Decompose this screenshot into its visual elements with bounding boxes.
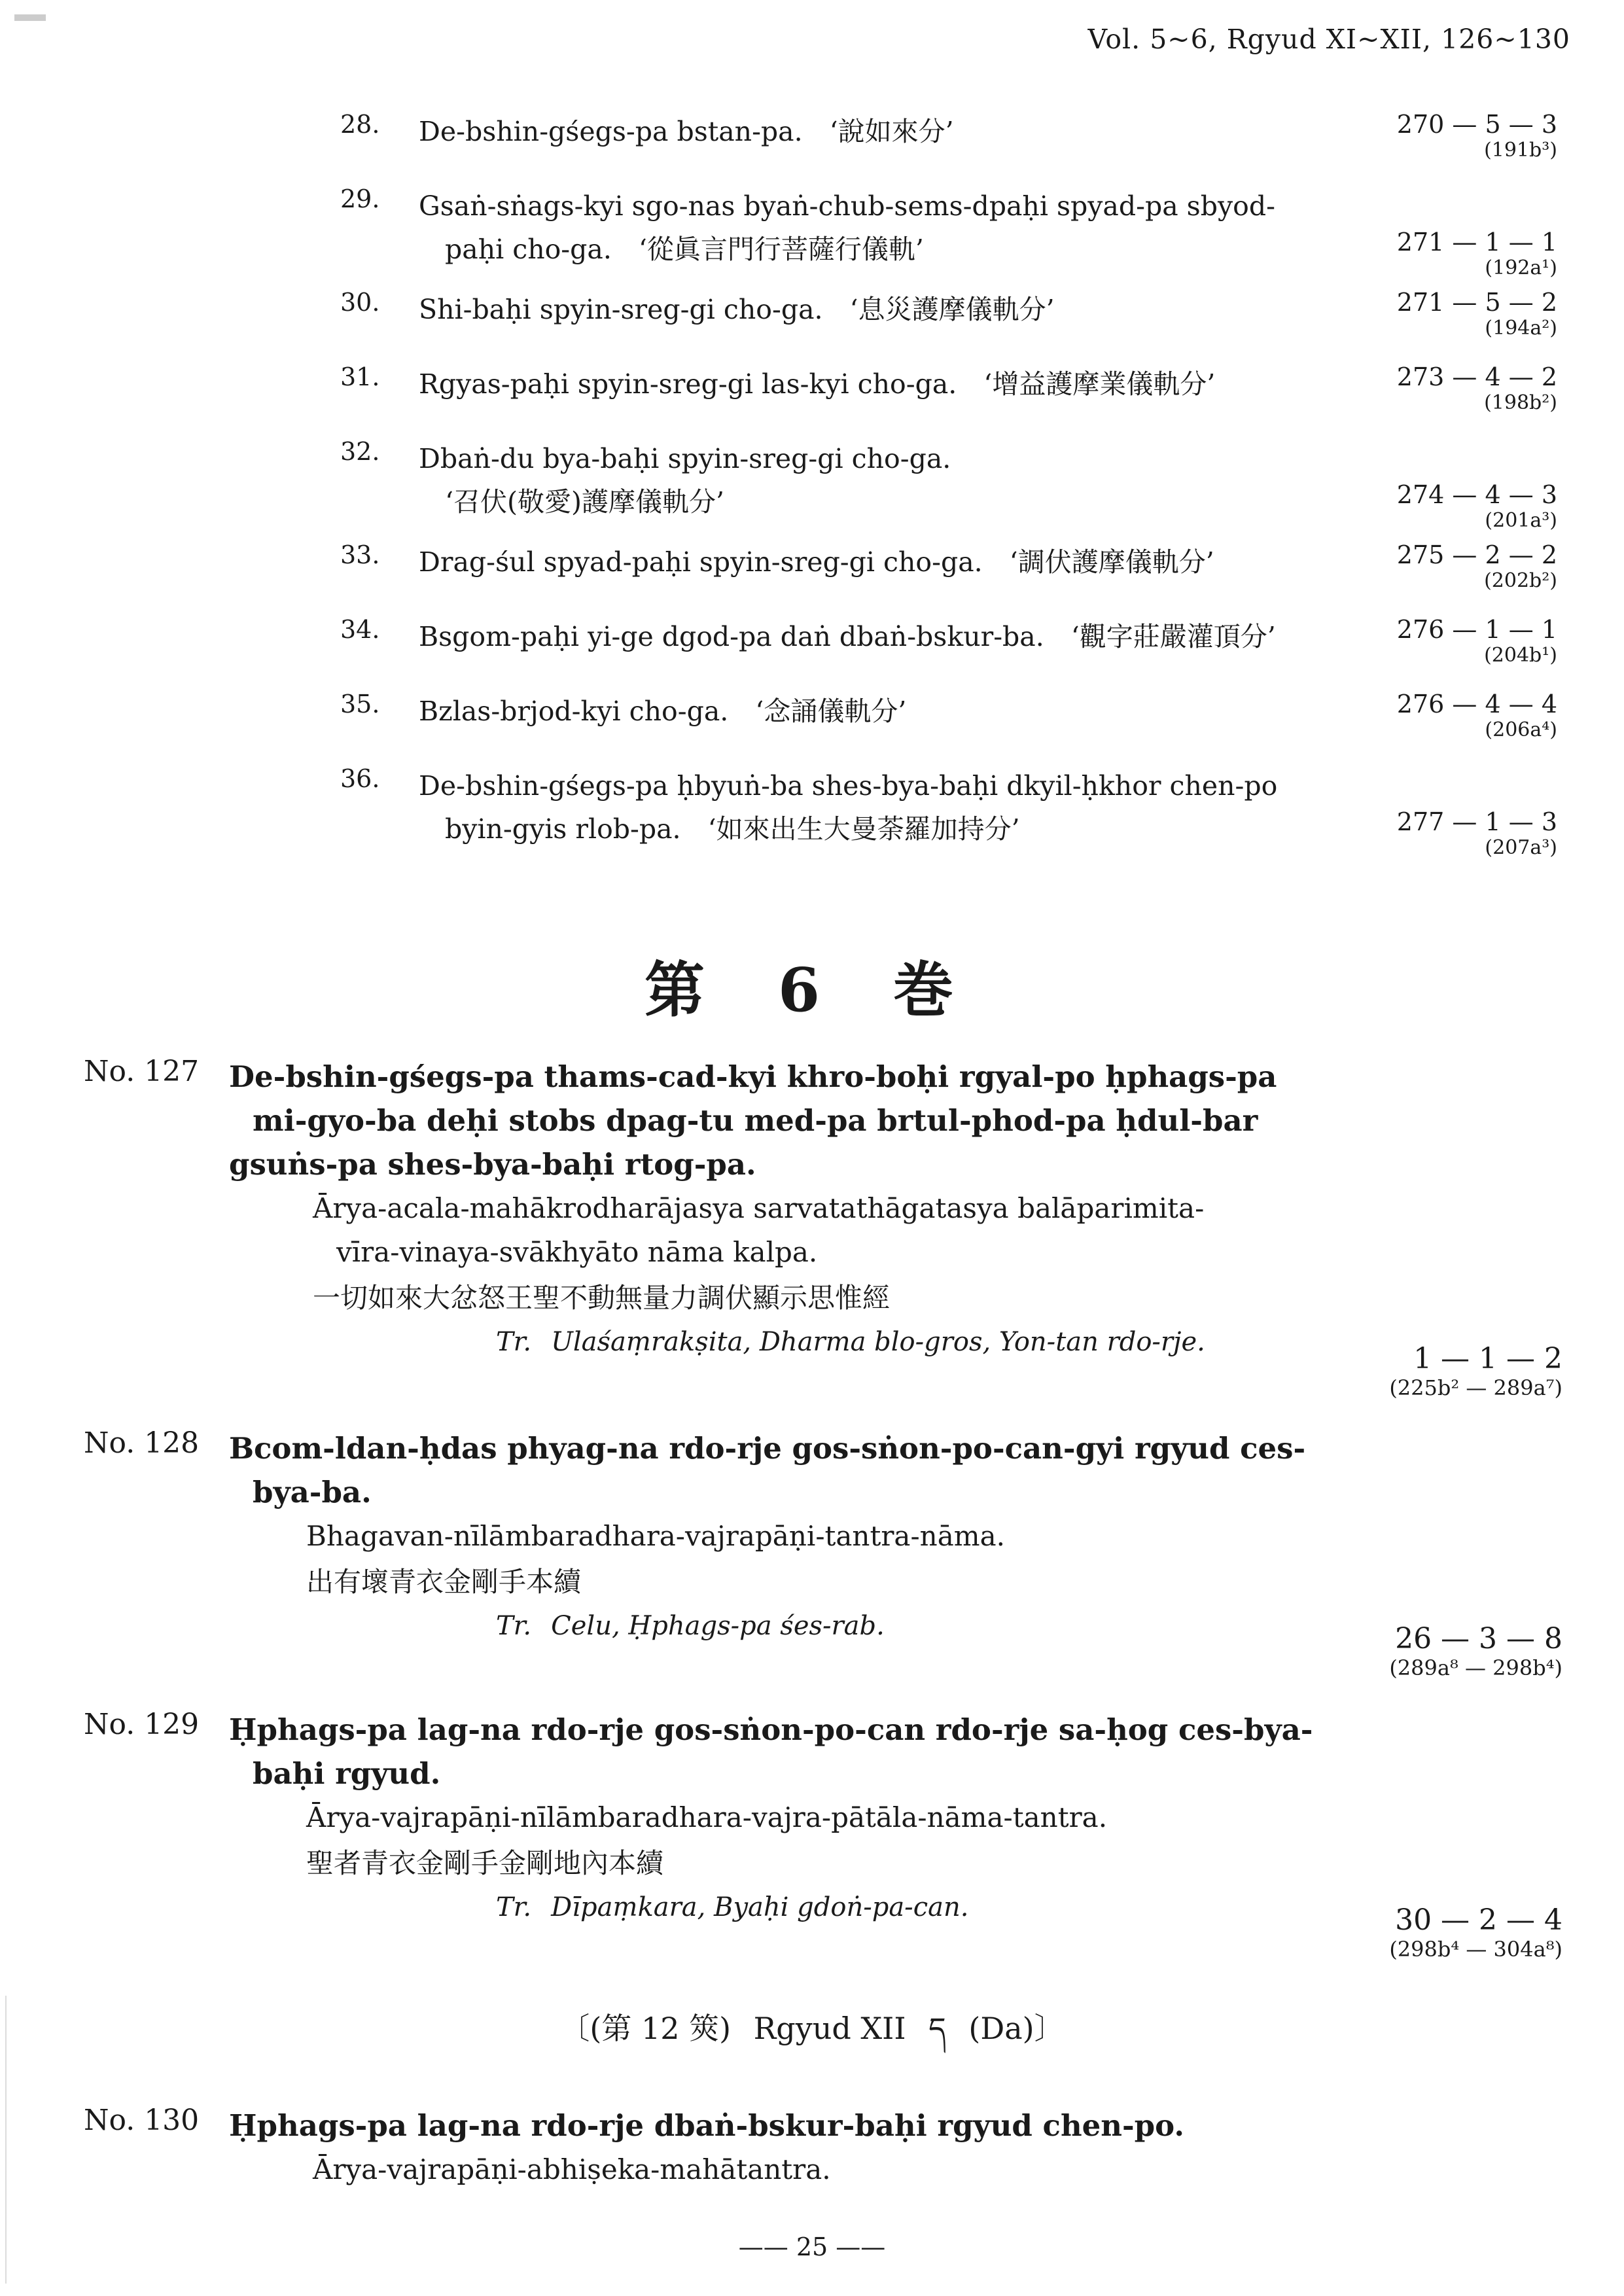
- toc-number: 35.: [340, 690, 380, 718]
- toc-text: Bsgom-paḥi yi-ge dgod-pa daṅ dbaṅ-bskur-ba. ‘觀字莊嚴灌頂分’: [419, 621, 1276, 652]
- entry-title-chinese: 一切如來大忿怒王聖不動無量力調伏顯示思惟經: [313, 1282, 891, 1314]
- toc-reference: 276 — 4 — 4 (206a⁴): [1396, 690, 1557, 741]
- volume-heading: 第 6 巻: [644, 955, 980, 1025]
- toc-text: Drag-śul spyad-paḥi spyin-sreg-gi cho-ga. ‘調伏護摩儀軌分’: [419, 546, 1214, 578]
- toc-reference: 276 — 1 — 1 (204b¹): [1396, 615, 1557, 667]
- toc-entry: [340, 185, 1557, 279]
- toc-text: De-bshin-gśegs-pa bstan-pa. ‘說如來分’: [419, 116, 954, 147]
- toc-number: 28.: [340, 110, 380, 139]
- toc-entry: [340, 362, 1557, 420]
- toc-reference: 273 — 4 — 2 (198b²): [1396, 362, 1557, 414]
- page-number: —— 25 ——: [738, 2233, 886, 2261]
- entry-title-sanskrit: Ārya-acala-mahākrodharājasya sarvatathāgatasya balāparimita- vīra-vinaya-svākhyāto nāma kalpa.: [313, 1192, 1205, 1268]
- toc-entry: [340, 288, 1557, 345]
- catalog-entry: [84, 1055, 1562, 1400]
- entry-title-sanskrit: Ārya-vajrapāṇi-nīlāmbaradhara-vajra-pātāla-nāma-tantra.: [306, 1801, 1108, 1833]
- entry-title-tibetan: Ḥphags-pa lag-na rdo-rje dbaṅ-bskur-baḥi rgyud chen-po.: [229, 2108, 1185, 2143]
- catalog-entry: [84, 1426, 1562, 1680]
- entry-number: No. 129: [84, 1708, 200, 1741]
- entry-title-chinese: 出有壞青衣金剛手本續: [306, 1566, 582, 1598]
- toc-reference: 277 — 1 — 3 (207a³): [1396, 807, 1557, 859]
- toc-reference: 274 — 4 — 3 (201a³): [1396, 480, 1557, 532]
- toc-text: Gsaṅ-sṅags-kyi sgo-nas byaṅ-chub-sems-dpaḥi spyad-pa sbyod- paḥi cho-ga. ‘從眞言門行菩薩行儀軌’: [419, 190, 1275, 265]
- entry-title-sanskrit: Bhagavan-nīlāmbaradhara-vajrapāṇi-tantra-nāma.: [306, 1520, 1005, 1552]
- toc-entry: [340, 540, 1557, 598]
- entry-translators: Tr. Celu, Ḥphags-pa śes-rab.: [496, 1611, 885, 1641]
- entry-reference: 1 — 1 — 2 (225b² — 289a⁷): [1389, 1342, 1562, 1400]
- toc-entry: [340, 110, 1557, 168]
- entry-title-tibetan: Ḥphags-pa lag-na rdo-rje gos-sṅon-po-can rdo-rje sa-ḥog ces-bya- baḥi rgyud.: [229, 1712, 1313, 1791]
- entry-title-tibetan: Bcom-ldan-ḥdas phyag-na rdo-rje gos-sṅon-po-can-gyi rgyud ces- bya-ba.: [229, 1431, 1306, 1510]
- toc-reference: 275 — 2 — 2 (202b²): [1396, 540, 1557, 592]
- toc-number: 29.: [340, 185, 380, 213]
- section-marker: 〔(第 12 筴) Rgyud XII ད (Da)〕: [559, 2011, 1065, 2046]
- toc-entry: [340, 690, 1557, 747]
- tibetan-letter: ད: [928, 2011, 946, 2046]
- entry-number: No. 127: [84, 1055, 200, 1088]
- toc-reference: 271 — 5 — 2 (194a²): [1396, 288, 1557, 340]
- entry-reference: 26 — 3 — 8 (289a⁸ — 298b⁴): [1389, 1622, 1562, 1680]
- entry-number: No. 130: [84, 2104, 200, 2137]
- entry-number: No. 128: [84, 1426, 200, 1460]
- running-header: Vol. 5~6, Rgyud XI~XII, 126~130: [1087, 24, 1570, 55]
- entry-translators: Tr. Ulaśaṃrakṣita, Dharma blo-gros, Yon-tan rdo-rje.: [496, 1327, 1205, 1357]
- catalog-entry: [84, 1708, 1562, 1962]
- entry-title-chinese: 聖者青衣金剛手金剛地內本續: [306, 1847, 664, 1879]
- toc-entry: [340, 437, 1557, 532]
- toc-number: 31.: [340, 362, 380, 391]
- entry-translators: Tr. Dīpaṃkara, Byaḥi gdoṅ-pa-can.: [496, 1892, 969, 1922]
- toc-number: 34.: [340, 615, 380, 644]
- catalog-entry: [84, 2104, 1562, 2191]
- toc-text: De-bshin-gśegs-pa ḥbyuṅ-ba shes-bya-baḥi dkyil-ḥkhor chen-po byin-gyis rlob-pa. ‘如來出生大曼荼羅加持分’: [419, 770, 1278, 845]
- toc-number: 30.: [340, 288, 380, 317]
- toc-text: Shi-baḥi spyin-sreg-gi cho-ga. ‘息災護摩儀軌分’: [419, 294, 1055, 325]
- toc-entry: [340, 764, 1557, 859]
- scan-speck: [14, 14, 46, 21]
- toc-text: Dbaṅ-du bya-baḥi spyin-sreg-gi cho-ga. ‘召伏(敬愛)護摩儀軌分’: [419, 443, 951, 518]
- entry-title-tibetan: De-bshin-gśegs-pa thams-cad-kyi khro-boḥi rgyal-po ḥphags-pa mi-gyo-ba deḥi stobs dpag-tu med-pa brtul-phod-pa ḥdul-bar gsuṅs-pa shes-bya-baḥi rtog-pa.: [229, 1059, 1277, 1182]
- toc-text: Bzlas-brjod-kyi cho-ga. ‘念誦儀軌分’: [419, 696, 907, 727]
- toc-entry: [340, 615, 1557, 673]
- toc-list: [340, 110, 1557, 868]
- entry-title-sanskrit: Ārya-vajrapāṇi-abhiṣeka-mahātantra.: [313, 2153, 831, 2185]
- toc-text: Rgyas-paḥi spyin-sreg-gi las-kyi cho-ga. ‘增益護摩業儀軌分’: [419, 368, 1216, 400]
- toc-reference: 271 — 1 — 1 (192a¹): [1396, 228, 1557, 279]
- toc-number: 33.: [340, 540, 380, 569]
- toc-reference: 270 — 5 — 3 (191b³): [1396, 110, 1557, 162]
- entry-reference: 30 — 2 — 4 (298b⁴ — 304a⁸): [1389, 1903, 1562, 1962]
- toc-number: 36.: [340, 764, 380, 793]
- toc-number: 32.: [340, 437, 380, 466]
